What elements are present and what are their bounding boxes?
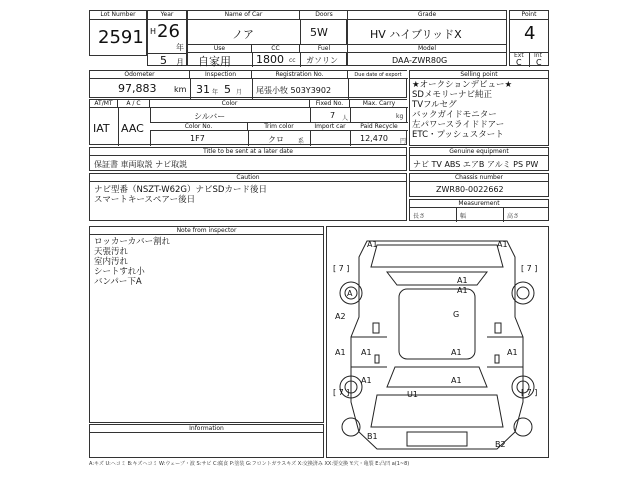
- ext-value: C: [516, 58, 522, 67]
- registration-value: 尾張小牧 503Y3902: [256, 86, 332, 95]
- damage-mark: A1: [361, 376, 372, 385]
- legend-text: A:キズ U:ヘコミ B:キズヘコミ W:ウェーブ・波 S:サビ C:腐食 P:塗装 G:フロントガラスキズ X:交換済み XX:要交換 Y:穴・亀裂 E:凸凹 a(1~8): [89, 461, 410, 467]
- inspector-box: [89, 226, 324, 423]
- car-box: [187, 10, 347, 66]
- fuel-value: ガソリン: [306, 56, 338, 65]
- atmt-value: IAT: [93, 122, 110, 135]
- damage-mark: [ 7 ]: [333, 264, 350, 273]
- height-label: 高さ: [507, 213, 520, 220]
- ac-value: AAC: [121, 122, 144, 135]
- trim-label: Trim color: [248, 123, 310, 131]
- damage-mark: A1: [507, 348, 518, 357]
- fixed-unit: 人: [342, 115, 349, 122]
- later-box: [89, 147, 407, 171]
- equipment-box: [409, 147, 549, 171]
- information-label: Information: [90, 425, 323, 433]
- inspector-label: Note from inspector: [90, 227, 323, 235]
- inspector-note: 天張汚れ: [94, 247, 129, 257]
- damage-mark: G: [453, 310, 460, 319]
- year-label: Year: [148, 11, 186, 20]
- later-value: 保証書 車両取説 ナビ取説: [94, 160, 188, 169]
- cc-label: CC: [252, 45, 300, 53]
- paid-recycle-label: Paid Recycle: [350, 123, 408, 131]
- equipment-label: Genuine equipment: [410, 148, 548, 156]
- odometer-value: 97,883: [118, 82, 157, 95]
- paid-recycle-unit: 円: [400, 138, 407, 145]
- chassis-box: [409, 173, 549, 197]
- damage-mark: A1: [451, 348, 462, 357]
- information-box: [89, 424, 324, 458]
- caution-line: ナビ型番（NSZT-W62G）ナビSDカード後日: [94, 185, 267, 195]
- lot-box: [89, 10, 147, 56]
- color-label: Color: [150, 100, 310, 108]
- color-no-value: 1F7: [190, 134, 205, 143]
- length-label: 長さ: [413, 213, 426, 220]
- point-label: Point: [510, 11, 548, 20]
- month-value: 5: [160, 54, 167, 67]
- grade-box: [347, 10, 507, 66]
- registration-label: Registration No.: [252, 71, 348, 79]
- damage-mark: A1: [335, 348, 346, 357]
- selling-box: [409, 70, 549, 146]
- year-box: [147, 10, 187, 66]
- caution-label: Caution: [90, 174, 406, 182]
- int-label: Int: [534, 52, 542, 59]
- chassis-value: ZWR80-0022662: [436, 185, 504, 194]
- inspector-note: 室内汚れ: [94, 257, 129, 267]
- paid-recycle-value: 12,470: [360, 134, 388, 143]
- damage-mark: [ 7 ]: [521, 264, 538, 273]
- selling-label: Selling point: [410, 71, 548, 79]
- lot-label: Lot Number: [90, 11, 146, 20]
- car-name: ノア: [232, 28, 254, 41]
- selling-line: 左パワースライドドアー: [412, 120, 505, 130]
- fuel-label: Fuel: [300, 45, 348, 53]
- damage-mark: A1: [457, 276, 468, 285]
- damage-mark: U1: [407, 390, 418, 399]
- damage-mark: A1: [451, 376, 462, 385]
- atmt-label: AT/MT: [90, 100, 118, 108]
- damage-mark: [ 7 ]: [521, 388, 538, 397]
- odometer-label: Odometer: [90, 71, 190, 79]
- damage-mark: A1: [497, 240, 508, 249]
- selling-line: ★オークションデビュー★: [412, 80, 513, 90]
- import-label: Import car: [310, 123, 350, 131]
- measurement-box: [409, 199, 549, 221]
- spec-box: [89, 99, 407, 145]
- max-carry-unit: kg: [396, 113, 404, 120]
- use-value: 自家用: [198, 55, 231, 68]
- inspector-note: バンパー下A: [94, 277, 142, 287]
- grade-value: HV ハイブリッドX: [370, 28, 462, 41]
- car-diagram-svg: [327, 227, 548, 457]
- cc-unit: cc: [289, 57, 296, 64]
- point-box: [509, 10, 549, 66]
- trim-unit: 系: [298, 138, 305, 145]
- trim-value: クロ: [268, 135, 284, 144]
- lot-number: 2591: [98, 27, 144, 48]
- ac-label: A / C: [118, 100, 150, 108]
- selling-line: TVフルセグ: [412, 100, 457, 110]
- damage-mark: B2: [495, 440, 506, 449]
- inspection-month: 5: [224, 83, 231, 96]
- damage-mark: A1: [457, 286, 468, 295]
- int-value: C: [536, 58, 542, 67]
- inspection-year: 31: [196, 83, 210, 96]
- due-date-label: Due date of export: [348, 71, 408, 79]
- damage-mark: B1: [367, 432, 378, 441]
- chassis-label: Chassis number: [410, 174, 548, 182]
- car-diagram: [326, 226, 549, 458]
- inspection-year-unit: 年: [212, 89, 219, 96]
- doors-label: Doors: [300, 11, 348, 20]
- later-label: Title to be sent at a later date: [90, 148, 406, 156]
- damage-mark: A2: [335, 312, 346, 321]
- ext-label: Ext: [514, 52, 524, 59]
- year-value: 26: [157, 21, 180, 42]
- selling-line: SDメモリーナビ純正: [412, 90, 492, 100]
- use-label: Use: [188, 45, 252, 53]
- fixed-value: 7: [330, 111, 336, 120]
- model-value: DAA-ZWR80G: [392, 56, 448, 65]
- damage-mark: [ 7 ]: [333, 388, 350, 397]
- fixed-label: Fixed No.: [310, 100, 350, 108]
- doors-value: 5W: [310, 26, 328, 39]
- month-suffix: 月: [176, 58, 184, 67]
- damage-mark: A1: [361, 348, 372, 357]
- car-label: Name of Car: [188, 11, 300, 20]
- max-carry-label: Max. Carry: [350, 100, 408, 108]
- odometer-unit: km: [174, 85, 187, 94]
- width-label: 幅: [460, 213, 467, 220]
- odometer-box: [89, 70, 407, 98]
- color-no-label: Color No.: [150, 123, 248, 131]
- selling-line: バックガイドモニター: [412, 110, 497, 120]
- inspector-note: シートすれ小: [94, 267, 145, 277]
- damage-mark: A: [347, 289, 353, 298]
- model-label: Model: [348, 45, 506, 53]
- grade-label: Grade: [348, 11, 506, 20]
- selling-line: ETC・プッシュスタート: [412, 130, 504, 140]
- inspection-month-unit: 月: [236, 89, 243, 96]
- measurement-label: Measurement: [410, 200, 548, 208]
- equipment-value: ナビ TV ABS エアB アルミ PS PW: [413, 160, 539, 169]
- era: H: [150, 27, 157, 36]
- cc-value: 1800: [256, 53, 284, 66]
- inspector-note: ロッカーカバー割れ: [94, 237, 171, 247]
- year-suffix: 年: [176, 43, 184, 52]
- caution-box: [89, 173, 407, 221]
- inspection-label: Inspection: [190, 71, 252, 79]
- damage-mark: A1: [367, 240, 378, 249]
- caution-line: スマートキースペアー後日: [94, 195, 196, 205]
- color-value: シルバー: [194, 112, 226, 121]
- point-value: 4: [524, 23, 536, 44]
